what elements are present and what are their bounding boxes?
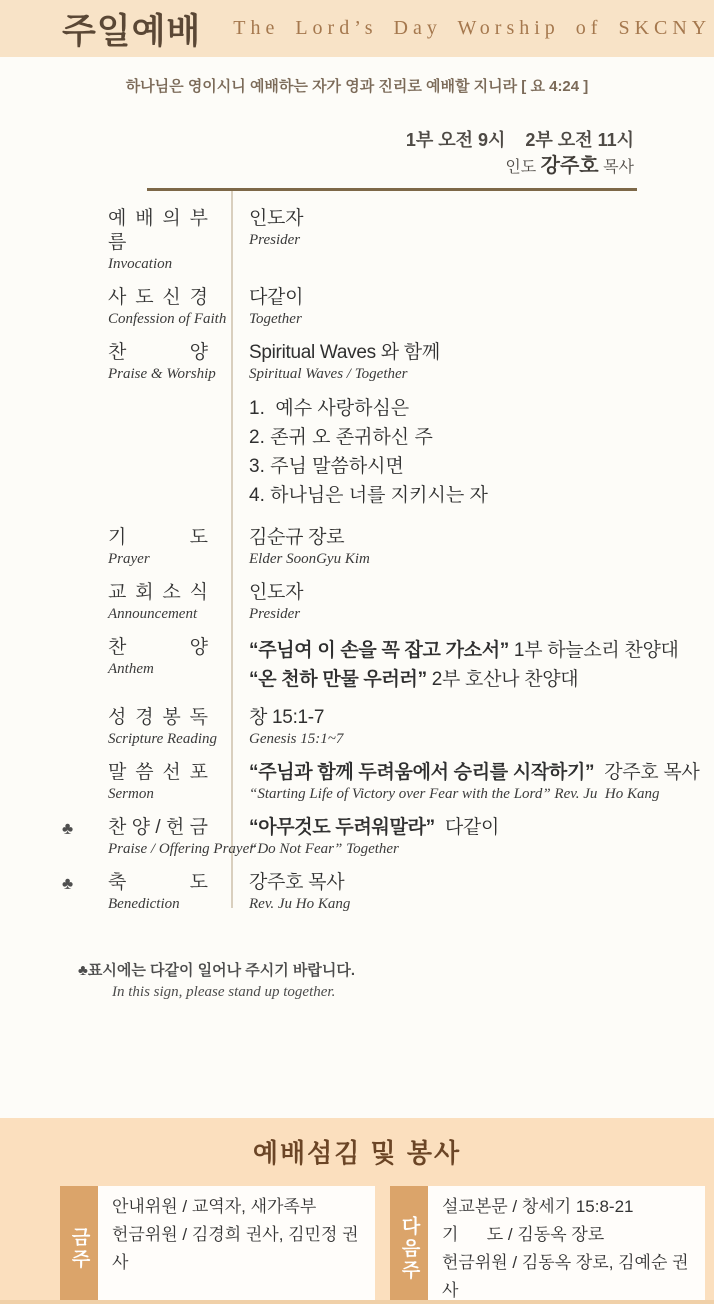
offering-performer: 다같이 [434,817,499,838]
sermon-title-line [249,761,714,785]
item-value-en: Rev. Ju Ho Kang [249,896,351,912]
item-title-en: Benediction [108,896,180,912]
next-week-line: 설교본문 / 창세기 15:8-21 [442,1197,634,1216]
item-title-en: Prayer [108,551,150,567]
anthem-choir-2: 2부 호산나 찬양대 [426,669,579,690]
serving-boxes [60,1186,705,1304]
this-week-label: 금주 [60,1186,98,1304]
anthem-title-1: “주님여 이 손을 꼭 잡고 가소서” [249,640,509,661]
offering-song-line [249,816,714,840]
bottom-edge-strip [0,1300,714,1304]
item-title-en: Praise / Offering Prayer [108,841,256,857]
offering-song-ko: “아무것도 두려워말라” [249,817,435,838]
item-value-ko: 창 15:1-7 [249,707,325,728]
order-row-announcement [108,581,714,624]
song-item: 3. 주님 말씀하시면 [249,456,404,477]
song-list [249,394,714,510]
item-value-ko: 다같이 [249,287,304,308]
item-value-en: Genesis 15:1~7 [249,731,344,747]
item-title-en: Praise & Worship [108,366,216,382]
presider-title: 목사 [598,159,634,176]
presider-label: 인도 [505,159,541,176]
serving-section [0,1118,714,1304]
service-schedule [0,128,714,182]
item-title-ko: 예 배 의 부 름 [108,208,208,253]
item-title-ko: 말 씀 선 포 [108,762,208,783]
song-item: 2. 존귀 오 존귀하신 주 [249,427,433,448]
item-title-en: Scripture Reading [108,731,218,747]
offering-song-en: “Do Not Fear” Together [249,841,399,857]
item-value-en: Elder SoonGyu Kim [249,551,370,567]
order-row-scripture-reading [108,706,714,749]
item-title-ko: 기 도 [108,527,208,548]
order-row-offering [62,816,714,859]
sermon-title-en: “Starting Life of Victory over Fear with the Lord” Rev. Ju Ho Kang [249,786,660,802]
item-value-ko: 인도자 [249,582,304,603]
sermon-title-ko: “주님과 함께 두려움에서 승리를 시작하기” [249,762,595,783]
order-row-sermon [108,761,714,804]
next-week-label: 다음주 [390,1186,428,1304]
header-band [0,0,714,57]
item-title-en: Anthem [108,661,154,677]
item-title-ko: 사 도 신 경 [108,287,208,308]
this-week-line: 헌금위원 / 김경희 권사, 김민정 권사 [112,1225,359,1272]
stand-up-footnote [78,960,714,1002]
item-value-en: Presider [249,232,301,248]
item-value-ko: Spiritual Waves 와 함께 [249,342,440,363]
item-title-ko: 교 회 소 식 [108,582,208,603]
song-item: 1. 예수 사랑하심은 [249,398,410,419]
order-row-praise-worship [108,341,714,514]
item-title-ko: 찬 양 [108,637,208,658]
anthem-line-2 [249,665,714,694]
item-title-en: Confession of Faith [108,311,227,327]
anthem-line-1 [249,636,714,665]
order-of-worship [62,191,714,914]
item-title-ko: 축 도 [108,872,208,893]
page-title-english: The Lord’s Day Worship of SKCNY [233,17,712,39]
footnote-korean: ♣표시에는 다같이 일어나 주시기 바랍니다. [78,962,356,979]
club-icon: ♣ [62,874,74,893]
order-row-confession [108,286,714,329]
anthem-title-2: “온 천하 만물 우러러” [249,669,427,690]
next-week-line: 헌금위원 / 김동옥 장로, 김예순 권사 [442,1253,689,1300]
scripture-verse: 하나님은 영이시니 예배하는 자가 영과 진리로 예배할 지니라 [ 요 4:24 ] [125,78,589,95]
order-row-benediction [62,871,714,914]
item-title-ko: 찬 양 [108,342,208,363]
item-value-ko: 인도자 [249,208,304,229]
item-value-en: Spiritual Waves / Together [249,366,408,382]
item-value-en: Together [249,311,302,327]
sermon-preacher-ko: 강주호 목사 [594,762,700,783]
item-title-ko: 찬 양 / 헌 금 [108,817,208,838]
anthem-choir-1: 1부 하늘소리 찬양대 [508,640,679,661]
this-week-box [60,1186,375,1304]
order-row-invocation [108,207,714,274]
order-row-anthem [108,636,714,694]
service-times: 1부 오전 9시 2부 오전 11시 [405,130,634,150]
next-week-box [390,1186,705,1304]
song-item: 4. 하나님은 너를 지키시는 자 [249,485,488,506]
presider-name: 강주호 [540,155,599,177]
this-week-line: 안내위원 / 교역자, 새가족부 [112,1197,317,1216]
serving-heading: 예배섬김 및 봉사 [252,1138,462,1168]
page-title-korean: 주일예배 [62,11,202,51]
item-title-en: Sermon [108,786,154,802]
item-value-ko: 김순규 장로 [249,527,345,548]
club-icon: ♣ [62,819,74,838]
item-value-en: Presider [249,606,301,622]
order-row-prayer [108,526,714,569]
item-title-ko: 성 경 봉 독 [108,707,208,728]
next-week-line: 기 도 / 김동옥 장로 [442,1225,605,1244]
footnote-english: In this sign, please stand up together. [112,984,336,1000]
item-title-en: Announcement [108,606,198,622]
item-value-ko: 강주호 목사 [249,872,345,893]
item-title-en: Invocation [108,256,173,272]
presider-line [0,152,634,182]
